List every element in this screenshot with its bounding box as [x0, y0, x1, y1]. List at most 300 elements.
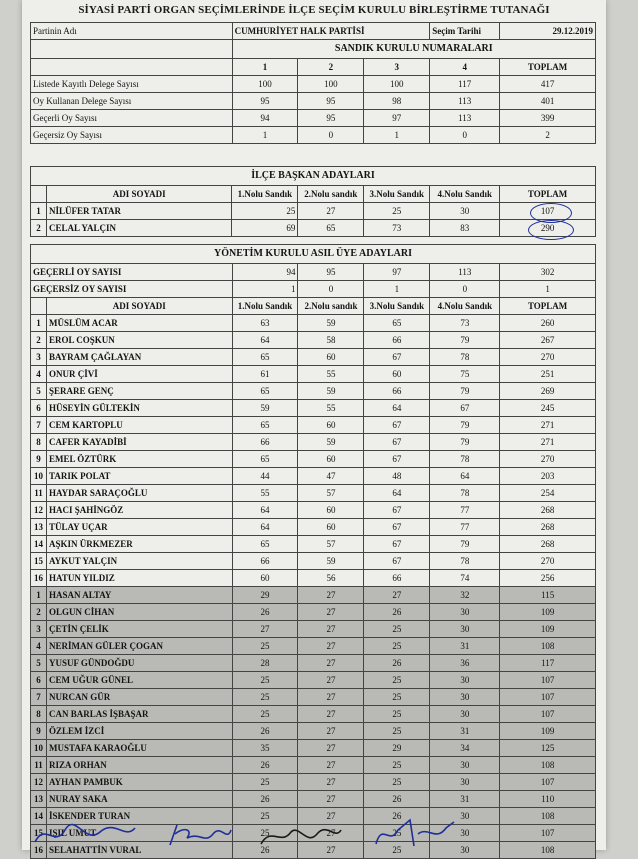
ballot-rows [31, 76, 596, 144]
candidate-name: CAFER KAYADİBİ [46, 434, 232, 451]
candidate-vote: 59 [298, 315, 364, 332]
candidate-vote: 67 [364, 349, 430, 366]
candidate-vote: 75 [430, 366, 500, 383]
row-value: 1 [364, 127, 430, 144]
candidate-vote: 25 [364, 723, 430, 740]
candidate-vote: 30 [430, 689, 500, 706]
column-header: 1.Nolu Sandık [232, 186, 298, 203]
candidate-vote: 27 [298, 774, 364, 791]
row-value: 95 [298, 93, 364, 110]
candidate-row [31, 774, 596, 791]
party-label: Partinin Adı [31, 23, 233, 40]
candidate-total: 108 [500, 842, 596, 859]
candidate-vote: 27 [298, 757, 364, 774]
candidate-total: 117 [500, 655, 596, 672]
ballot-row [31, 76, 596, 93]
candidate-name: SELAHATTİN VURAL [46, 842, 232, 859]
candidate-vote: 60 [364, 366, 430, 383]
candidate-row [31, 638, 596, 655]
candidate-vote: 79 [430, 536, 500, 553]
candidate-vote: 27 [298, 706, 364, 723]
candidate-name: ÇETİN ÇELİK [46, 621, 232, 638]
row-number: 2 [31, 604, 47, 621]
chair-table [30, 166, 596, 237]
row-number: 7 [31, 689, 47, 706]
row-value: 94 [232, 110, 298, 127]
candidate-vote: 27 [298, 723, 364, 740]
candidate-vote: 30 [430, 203, 500, 220]
invalid-votes-value: 0 [298, 281, 364, 298]
candidate-vote: 30 [430, 825, 500, 842]
candidate-total: 290 [500, 220, 596, 237]
candidate-vote: 25 [364, 689, 430, 706]
signature-1 [30, 820, 140, 850]
candidate-total: 203 [500, 468, 596, 485]
candidate-row [31, 485, 596, 502]
candidate-vote: 64 [232, 502, 298, 519]
row-value: 401 [500, 93, 596, 110]
candidate-vote: 55 [298, 366, 364, 383]
candidate-name: HACI ŞAHİNGÖZ [46, 502, 232, 519]
candidate-vote: 78 [430, 451, 500, 468]
candidate-vote: 79 [430, 383, 500, 400]
row-value: 417 [500, 76, 596, 93]
candidate-vote: 26 [364, 655, 430, 672]
candidate-row [31, 451, 596, 468]
row-label: Geçersiz Oy Sayısı [31, 127, 233, 144]
candidate-vote: 25 [364, 757, 430, 774]
candidate-vote: 79 [430, 434, 500, 451]
candidate-total: 267 [500, 332, 596, 349]
candidate-vote: 65 [232, 536, 298, 553]
candidate-row [31, 757, 596, 774]
row-number: 6 [31, 672, 47, 689]
candidate-vote: 25 [364, 203, 430, 220]
candidate-vote: 30 [430, 706, 500, 723]
candidate-vote: 59 [298, 383, 364, 400]
candidate-vote: 64 [364, 485, 430, 502]
candidate-vote: 25 [232, 706, 298, 723]
row-value: 113 [430, 110, 500, 127]
row-number: 8 [31, 706, 47, 723]
candidate-name: MÜSLÜM ACAR [46, 315, 232, 332]
document-title: SİYASİ PARTİ ORGAN SEÇİMLERİNDE İLÇE SEÇİM KURULU BİRLEŞTİRME TUTANAĞI [78, 4, 550, 16]
row-value: 399 [500, 110, 596, 127]
chair-heading: İLÇE BAŞKAN ADAYLARI [31, 167, 596, 186]
row-number: 11 [31, 485, 47, 502]
invalid-votes-value: 1 [364, 281, 430, 298]
row-number: 4 [31, 638, 47, 655]
candidate-total: 108 [500, 808, 596, 825]
candidate-vote: 67 [364, 519, 430, 536]
row-number: 14 [31, 536, 47, 553]
signature-3 [255, 820, 345, 850]
column-header: 1.Nolu Sandık [232, 298, 298, 315]
candidate-total: 270 [500, 451, 596, 468]
candidate-total: 109 [500, 621, 596, 638]
row-value: 98 [364, 93, 430, 110]
candidate-vote: 27 [298, 791, 364, 808]
candidate-vote: 67 [364, 536, 430, 553]
candidate-vote: 44 [232, 468, 298, 485]
candidate-total: 269 [500, 383, 596, 400]
candidate-total: 107 [500, 203, 596, 220]
candidate-vote: 65 [232, 383, 298, 400]
candidate-name: EMEL ÖZTÜRK [46, 451, 232, 468]
candidate-name: CEM UĞUR GÜNEL [46, 672, 232, 689]
candidate-row [31, 536, 596, 553]
candidate-name: TARIK POLAT [46, 468, 232, 485]
candidate-total: 115 [500, 587, 596, 604]
candidate-vote: 67 [430, 400, 500, 417]
column-header: TOPLAM [500, 298, 596, 315]
candidate-total: 108 [500, 757, 596, 774]
chair-rows [31, 203, 596, 237]
candidate-vote: 25 [364, 638, 430, 655]
invalid-votes-value: 1 [232, 281, 298, 298]
candidate-vote: 27 [298, 740, 364, 757]
candidate-vote: 26 [364, 808, 430, 825]
row-number: 5 [31, 655, 47, 672]
candidate-name: NURAY SAKA [46, 791, 232, 808]
row-number: 16 [31, 570, 47, 587]
row-number: 15 [31, 825, 47, 842]
candidate-name: YUSUF GÜNDOĞDU [46, 655, 232, 672]
row-label: Geçerli Oy Sayısı [31, 110, 233, 127]
candidate-row [31, 332, 596, 349]
row-number: 9 [31, 723, 47, 740]
column-header: 4 [430, 59, 500, 76]
candidate-vote: 26 [364, 791, 430, 808]
candidate-row [31, 672, 596, 689]
candidate-vote: 25 [364, 621, 430, 638]
invalid-votes-label: GEÇERSİZ OY SAYISI [31, 281, 233, 298]
row-number: 3 [31, 621, 47, 638]
candidate-total: 254 [500, 485, 596, 502]
row-value: 100 [298, 76, 364, 93]
candidate-vote: 65 [232, 349, 298, 366]
candidate-vote: 64 [232, 519, 298, 536]
row-number: 13 [31, 519, 47, 536]
candidate-vote: 30 [430, 621, 500, 638]
column-header: 2.Nolu sandık [298, 186, 364, 203]
date-value: 29.12.2019 [500, 23, 596, 40]
candidate-vote: 27 [298, 604, 364, 621]
row-label: Oy Kullanan Delege Sayısı [31, 93, 233, 110]
row-value: 97 [364, 110, 430, 127]
candidate-vote: 59 [298, 434, 364, 451]
candidate-vote: 77 [430, 502, 500, 519]
candidate-total: 107 [500, 689, 596, 706]
candidate-total: 107 [500, 672, 596, 689]
candidate-vote: 27 [232, 621, 298, 638]
row-number: 12 [31, 774, 47, 791]
column-header: ADI SOYADI [46, 298, 232, 315]
candidate-total: 271 [500, 434, 596, 451]
column-header: 4.Nolu Sandık [430, 186, 500, 203]
row-number: 8 [31, 434, 47, 451]
candidate-row [31, 689, 596, 706]
candidate-vote: 78 [430, 349, 500, 366]
row-number: 13 [31, 791, 47, 808]
row-label: Listede Kayıtlı Delege Sayısı [31, 76, 233, 93]
candidate-vote: 34 [430, 740, 500, 757]
candidate-name: HASAN ALTAY [46, 587, 232, 604]
candidate-vote: 65 [232, 417, 298, 434]
candidate-vote: 25 [232, 689, 298, 706]
candidate-row [31, 417, 596, 434]
candidate-vote: 66 [364, 383, 430, 400]
candidate-vote: 63 [232, 315, 298, 332]
candidate-vote: 60 [298, 519, 364, 536]
candidate-vote: 66 [232, 434, 298, 451]
candidate-total: 107 [500, 706, 596, 723]
candidate-row [31, 740, 596, 757]
candidate-name: HÜSEYİN GÜLTEKİN [46, 400, 232, 417]
candidate-vote: 25 [364, 706, 430, 723]
candidate-vote: 59 [232, 400, 298, 417]
candidate-vote: 60 [298, 349, 364, 366]
candidate-name: TÜLAY UÇAR [46, 519, 232, 536]
candidate-total: 268 [500, 519, 596, 536]
candidate-total: 110 [500, 791, 596, 808]
column-header: 3.Nolu Sandık [364, 298, 430, 315]
candidate-vote: 55 [298, 400, 364, 417]
column-header: 4.Nolu Sandık [430, 298, 500, 315]
candidate-vote: 30 [430, 672, 500, 689]
ballot-column-headers [31, 59, 596, 76]
valid-votes-value: 97 [364, 264, 430, 281]
ballot-row [31, 93, 596, 110]
candidate-vote: 60 [298, 451, 364, 468]
candidate-vote: 83 [430, 220, 500, 237]
row-number: 10 [31, 740, 47, 757]
candidate-name: ONUR ÇİVİ [46, 366, 232, 383]
column-header: TOPLAM [500, 186, 596, 203]
row-number: 9 [31, 451, 47, 468]
candidate-vote: 25 [232, 774, 298, 791]
candidate-vote: 29 [232, 587, 298, 604]
candidate-vote: 67 [364, 502, 430, 519]
candidate-name: NURCAN GÜR [46, 689, 232, 706]
candidate-row [31, 570, 596, 587]
valid-votes-value: 302 [500, 264, 596, 281]
candidate-vote: 78 [430, 553, 500, 570]
candidate-row [31, 434, 596, 451]
candidate-name: BAYRAM ÇAĞLAYAN [46, 349, 232, 366]
candidate-vote: 25 [232, 638, 298, 655]
candidate-vote: 60 [298, 502, 364, 519]
candidate-vote: 25 [232, 203, 298, 220]
row-number: 16 [31, 842, 47, 859]
candidate-vote: 78 [430, 485, 500, 502]
candidate-row [31, 468, 596, 485]
column-header: 2 [298, 59, 364, 76]
invalid-votes-value: 0 [430, 281, 500, 298]
ballot-row [31, 110, 596, 127]
candidate-total: 260 [500, 315, 596, 332]
candidate-total: 108 [500, 638, 596, 655]
candidate-vote: 27 [298, 825, 364, 842]
row-value: 0 [430, 127, 500, 144]
candidate-vote: 74 [430, 570, 500, 587]
signature-4 [370, 816, 460, 850]
candidate-vote: 57 [298, 485, 364, 502]
candidate-vote: 64 [232, 332, 298, 349]
column-header: 3 [364, 59, 430, 76]
candidate-row [31, 366, 596, 383]
candidate-vote: 67 [364, 451, 430, 468]
candidate-name: NİLÜFER TATAR [46, 203, 231, 220]
ballot-row [31, 127, 596, 144]
candidate-total: 107 [500, 825, 596, 842]
row-number: 1 [31, 587, 47, 604]
candidate-vote: 79 [430, 332, 500, 349]
candidate-vote: 32 [430, 587, 500, 604]
row-value: 1 [232, 127, 298, 144]
candidate-name: CEM KARTOPLU [46, 417, 232, 434]
candidate-row [31, 553, 596, 570]
valid-votes-value: 113 [430, 264, 500, 281]
candidate-vote: 28 [232, 655, 298, 672]
row-number: 6 [31, 400, 47, 417]
candidate-vote: 27 [298, 638, 364, 655]
candidate-vote: 47 [298, 468, 364, 485]
candidate-vote: 25 [364, 842, 430, 859]
candidate-name: HAYDAR SARAÇOĞLU [46, 485, 232, 502]
candidate-vote: 25 [364, 672, 430, 689]
column-header: 3.Nolu Sandık [364, 186, 430, 203]
candidate-vote: 26 [232, 723, 298, 740]
circled-total-annotation [528, 220, 574, 240]
candidate-vote: 31 [430, 723, 500, 740]
candidate-vote: 25 [232, 825, 298, 842]
candidate-total: 271 [500, 417, 596, 434]
row-value: 95 [232, 93, 298, 110]
row-number: 15 [31, 553, 47, 570]
candidate-vote: 27 [298, 587, 364, 604]
column-header: TOPLAM [500, 59, 596, 76]
candidate-total: 270 [500, 553, 596, 570]
candidate-total: 256 [500, 570, 596, 587]
valid-votes-label: GEÇERLİ OY SAYISI [31, 264, 233, 281]
candidate-vote: 36 [430, 655, 500, 672]
candidate-vote: 27 [298, 672, 364, 689]
row-value: 100 [364, 76, 430, 93]
column-header: 1 [232, 59, 298, 76]
candidate-name: İSKENDER TURAN [46, 808, 232, 825]
candidate-vote: 67 [364, 434, 430, 451]
candidate-vote: 30 [430, 604, 500, 621]
candidate-vote: 56 [298, 570, 364, 587]
candidate-vote: 30 [430, 774, 500, 791]
candidate-row [31, 587, 596, 604]
candidate-vote: 65 [364, 315, 430, 332]
valid-votes-value: 95 [298, 264, 364, 281]
row-number: 3 [31, 349, 47, 366]
candidate-vote: 67 [364, 553, 430, 570]
candidate-vote: 26 [364, 604, 430, 621]
valid-votes-value: 94 [232, 264, 298, 281]
row-number: 10 [31, 468, 47, 485]
candidate-vote: 31 [430, 638, 500, 655]
candidate-total: 251 [500, 366, 596, 383]
candidate-vote: 26 [232, 604, 298, 621]
row-number: 7 [31, 417, 47, 434]
candidate-total: 109 [500, 723, 596, 740]
candidate-vote: 73 [430, 315, 500, 332]
row-value: 2 [500, 127, 596, 144]
candidate-vote: 77 [430, 519, 500, 536]
candidate-vote: 25 [364, 825, 430, 842]
candidate-vote: 66 [232, 553, 298, 570]
candidate-vote: 60 [232, 570, 298, 587]
candidate-name: AŞKIN ÜRKMEZER [46, 536, 232, 553]
row-value: 95 [298, 110, 364, 127]
candidate-name: ÖZLEM İZCİ [46, 723, 232, 740]
candidate-vote: 65 [232, 451, 298, 468]
candidate-vote: 27 [298, 689, 364, 706]
candidate-vote: 26 [232, 791, 298, 808]
candidate-vote: 27 [364, 587, 430, 604]
candidate-row [31, 655, 596, 672]
candidate-row [31, 349, 596, 366]
candidate-total: 270 [500, 349, 596, 366]
candidate-vote: 26 [232, 757, 298, 774]
candidate-vote: 64 [430, 468, 500, 485]
row-value: 117 [430, 76, 500, 93]
invalid-votes-value: 1 [500, 281, 596, 298]
candidate-vote: 73 [364, 220, 430, 237]
candidate-vote: 27 [298, 621, 364, 638]
row-number: 12 [31, 502, 47, 519]
candidate-vote: 59 [298, 553, 364, 570]
board-list-b [31, 587, 596, 859]
candidate-name: EROL COŞKUN [46, 332, 232, 349]
candidate-vote: 30 [430, 842, 500, 859]
candidate-vote: 60 [298, 417, 364, 434]
candidate-name: MUSTAFA KARAOĞLU [46, 740, 232, 757]
candidate-vote: 25 [232, 808, 298, 825]
column-header: ADI SOYADI [46, 186, 231, 203]
board-heading: YÖNETİM KURULU ASIL ÜYE ADAYLARI [31, 245, 596, 264]
candidate-row [31, 203, 596, 220]
candidate-name: IŞIL UMUT [46, 825, 232, 842]
candidate-name: NERİMAN GÜLER ÇOGAN [46, 638, 232, 655]
row-value: 100 [232, 76, 298, 93]
candidate-vote: 30 [430, 757, 500, 774]
signature-2 [165, 820, 235, 850]
candidate-row [31, 706, 596, 723]
candidate-vote: 25 [232, 672, 298, 689]
column-header: 2.Nolu sandık [298, 298, 364, 315]
candidate-row [31, 220, 596, 237]
candidate-vote: 26 [232, 842, 298, 859]
candidate-row [31, 519, 596, 536]
row-number: 2 [31, 220, 47, 237]
candidate-vote: 25 [364, 774, 430, 791]
row-value: 113 [430, 93, 500, 110]
candidate-vote: 35 [232, 740, 298, 757]
board-table [30, 244, 596, 859]
candidate-vote: 65 [298, 220, 364, 237]
candidate-total: 125 [500, 740, 596, 757]
candidate-vote: 27 [298, 808, 364, 825]
candidate-vote: 27 [298, 203, 364, 220]
candidate-name: RIZA ORHAN [46, 757, 232, 774]
candidate-vote: 29 [364, 740, 430, 757]
candidate-total: 109 [500, 604, 596, 621]
